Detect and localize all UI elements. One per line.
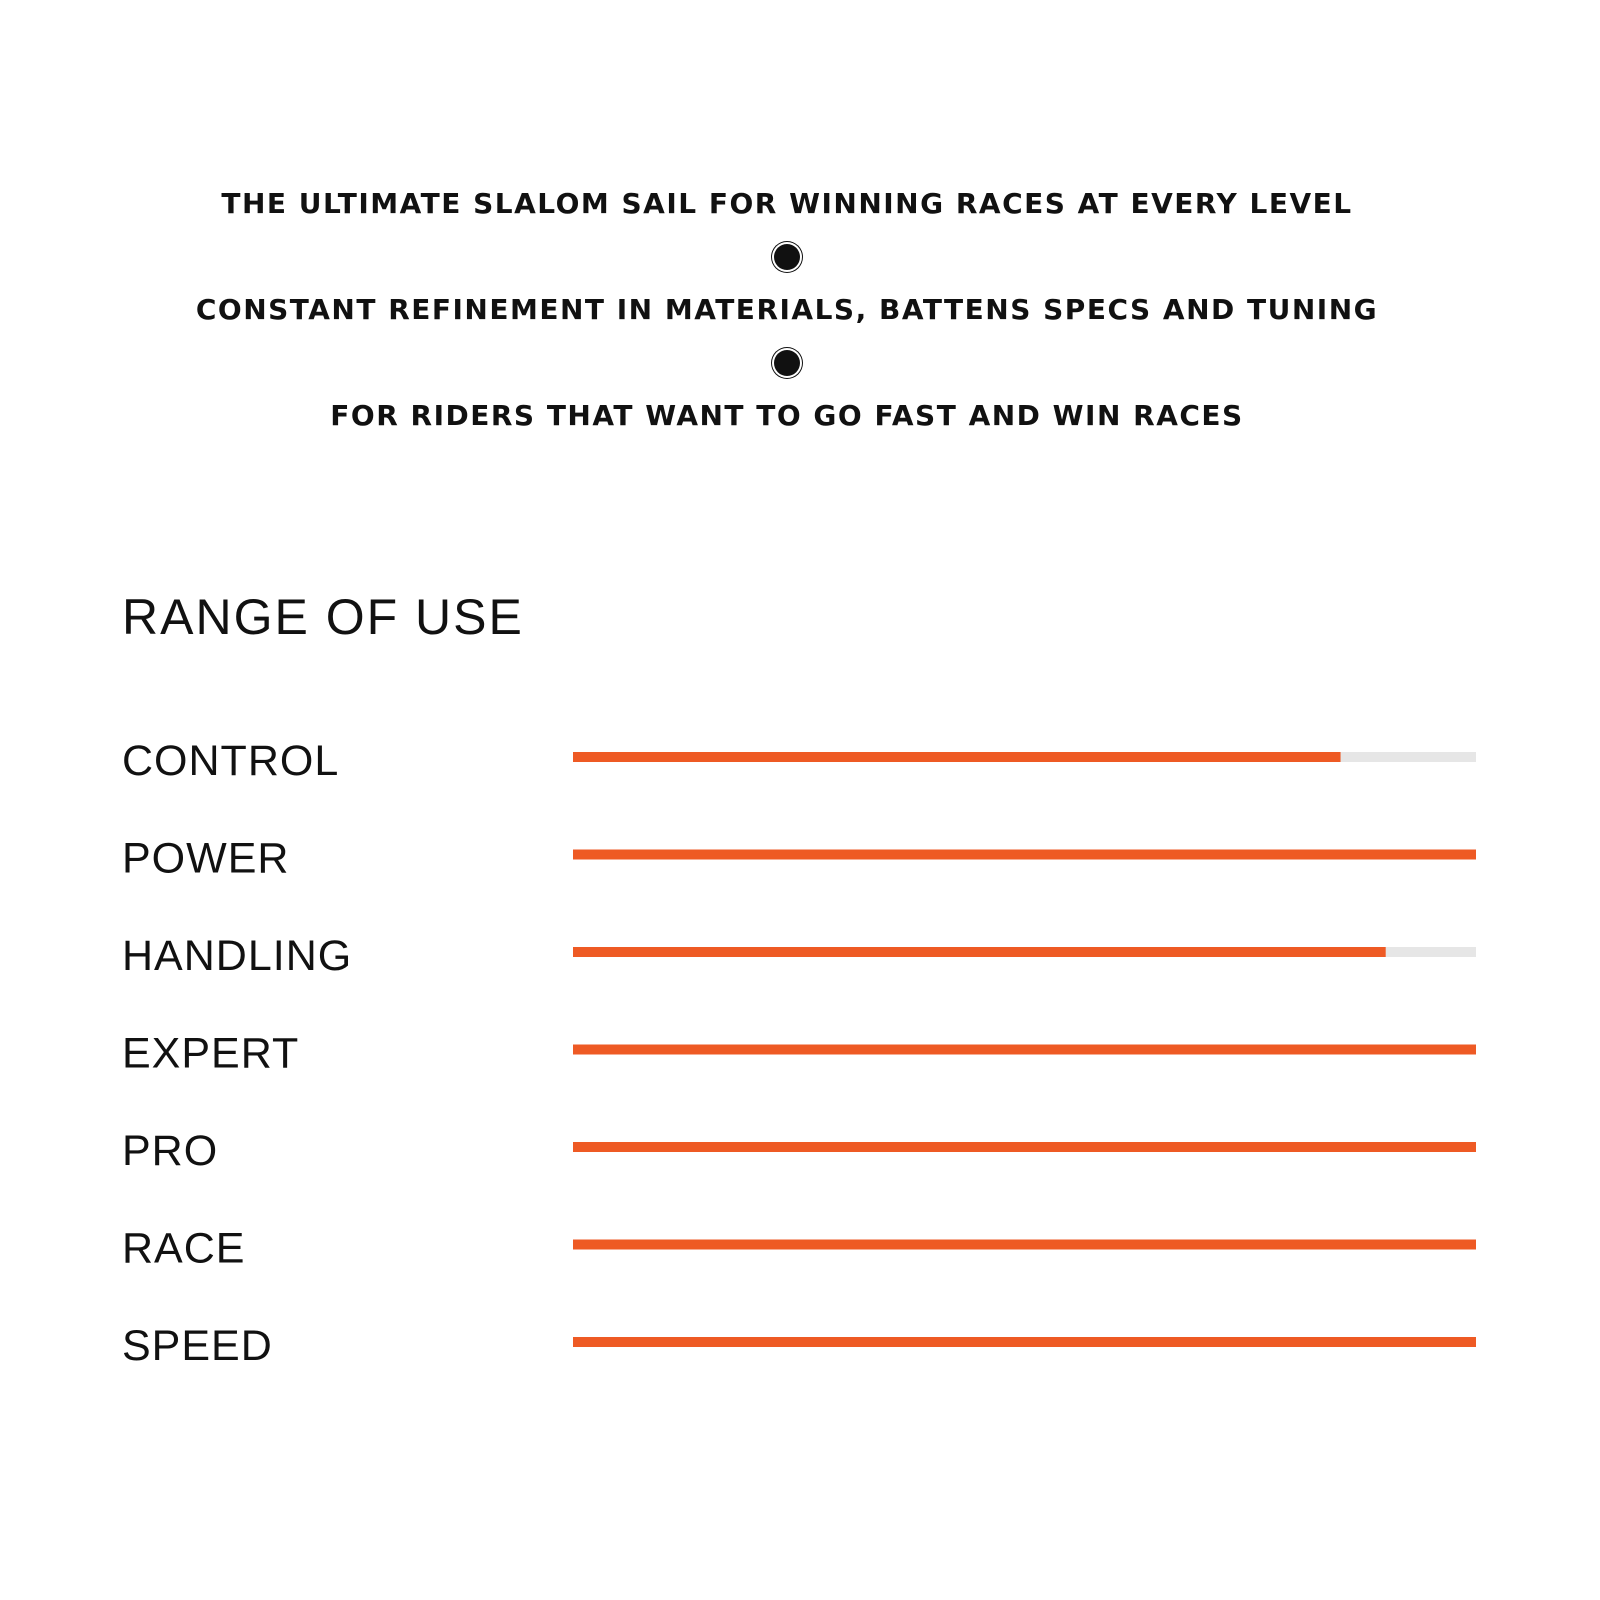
- bar-row-speed: [122, 1322, 1476, 1370]
- bar-label-handling: HANDLING: [122, 932, 353, 980]
- bar-fill-speed: [573, 1337, 1476, 1347]
- bar-label-control: CONTROL: [122, 737, 340, 785]
- bar-fill-expert: [573, 1045, 1476, 1055]
- bar-fill-race: [573, 1240, 1476, 1250]
- bar-row-expert: [122, 1030, 1476, 1078]
- bar-label-pro: PRO: [122, 1127, 219, 1175]
- bar-row-pro: [122, 1127, 1476, 1175]
- bar-label-race: RACE: [122, 1224, 246, 1273]
- bar-row-control: [122, 737, 1476, 785]
- tagline-1: THE ULTIMATE SLALOM SAIL FOR WINNING RACES AT EVERY LEVEL: [221, 187, 1353, 220]
- bar-label-speed: SPEED: [122, 1322, 273, 1370]
- tagline-3: FOR RIDERS THAT WANT TO GO FAST AND WIN RACES: [330, 399, 1244, 432]
- bar-fill-control: [573, 752, 1341, 762]
- bar-fill-handling: [573, 947, 1386, 957]
- bar-label-expert: EXPERT: [122, 1029, 300, 1078]
- bar-row-race: [122, 1225, 1476, 1273]
- bar-rows: [122, 737, 1476, 1370]
- bar-row-power: [122, 835, 1476, 883]
- chart-title: RANGE OF USE: [122, 589, 524, 645]
- bar-fill-pro: [573, 1142, 1476, 1152]
- bar-row-handling: [122, 932, 1476, 980]
- tagline-2: CONSTANT REFINEMENT IN MATERIALS, BATTENS SPECS AND TUNING: [195, 293, 1379, 326]
- bar-label-power: POWER: [122, 834, 290, 883]
- bar-fill-power: [573, 850, 1476, 860]
